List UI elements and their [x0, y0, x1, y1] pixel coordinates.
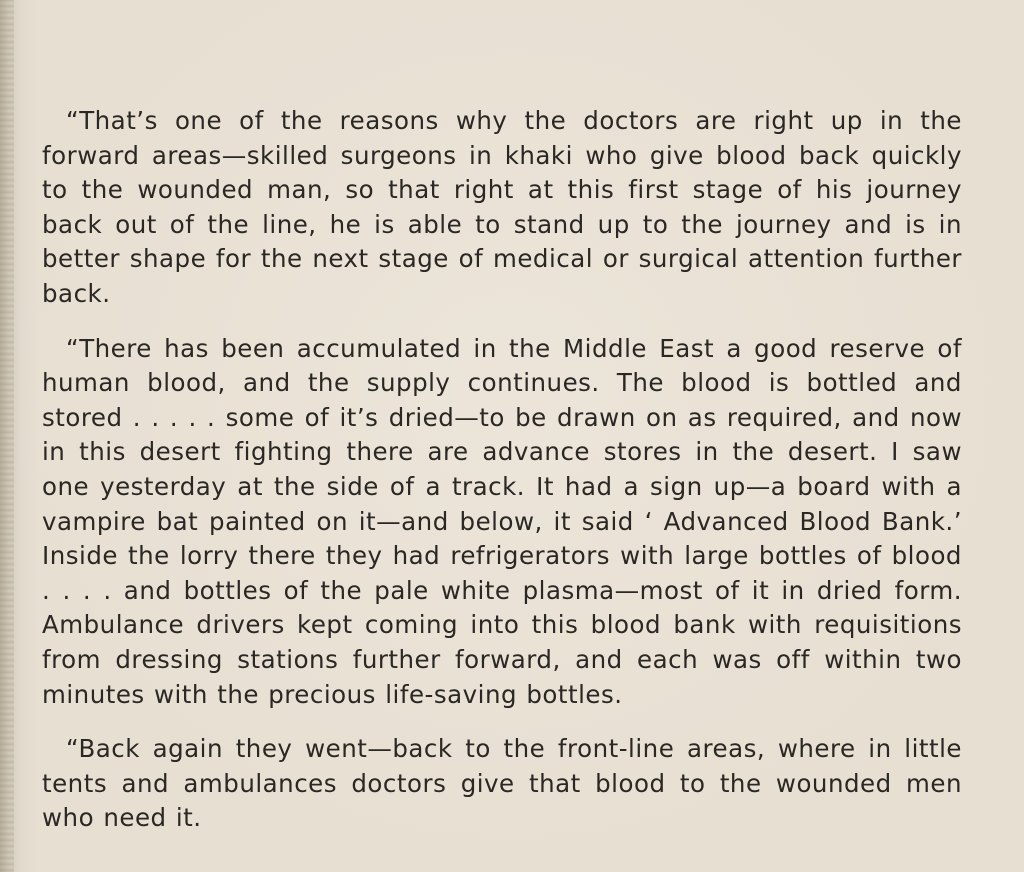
- page-edge: [0, 0, 14, 872]
- paragraph-2: “There has been accumulated in the Middle East a good reserve of human blood, and the supply continues. The blood is bottled and stored . . . . . some of it’s dried—to be drawn on as required, and now in this desert fighting there are advance stores in the desert. I saw one yesterday at the side of a track. It had a sign up—a board with a vampire bat painted on it—and below, it said ‘ Advanced Blood Bank.’ Inside the lorry there they had refrigerators with large bottles of blood . . . . and bottles of the pale white plasma—most of it in dried form. Ambulance drivers kept coming into this blood bank with requisitions from dressing stations further forward, and each was off within two minutes with the precious life-saving bottles.: [42, 333, 962, 709]
- document-body: [42, 104, 962, 836]
- paragraph-3: “Back again they went—back to the front-line areas, where in little tents and ambulances doctors give that blood to the wounded men who need it.: [42, 734, 962, 833]
- paragraph-1: “That’s one of the reasons why the doctors are right up in the forward areas—skilled surgeons in khaki who give blood back quickly to the wounded man, so that right at this first stage of his journey back out of the line, he is able to stand up to the journey and is in better shape for the next stage of medical or surgical attention further back.: [42, 106, 962, 308]
